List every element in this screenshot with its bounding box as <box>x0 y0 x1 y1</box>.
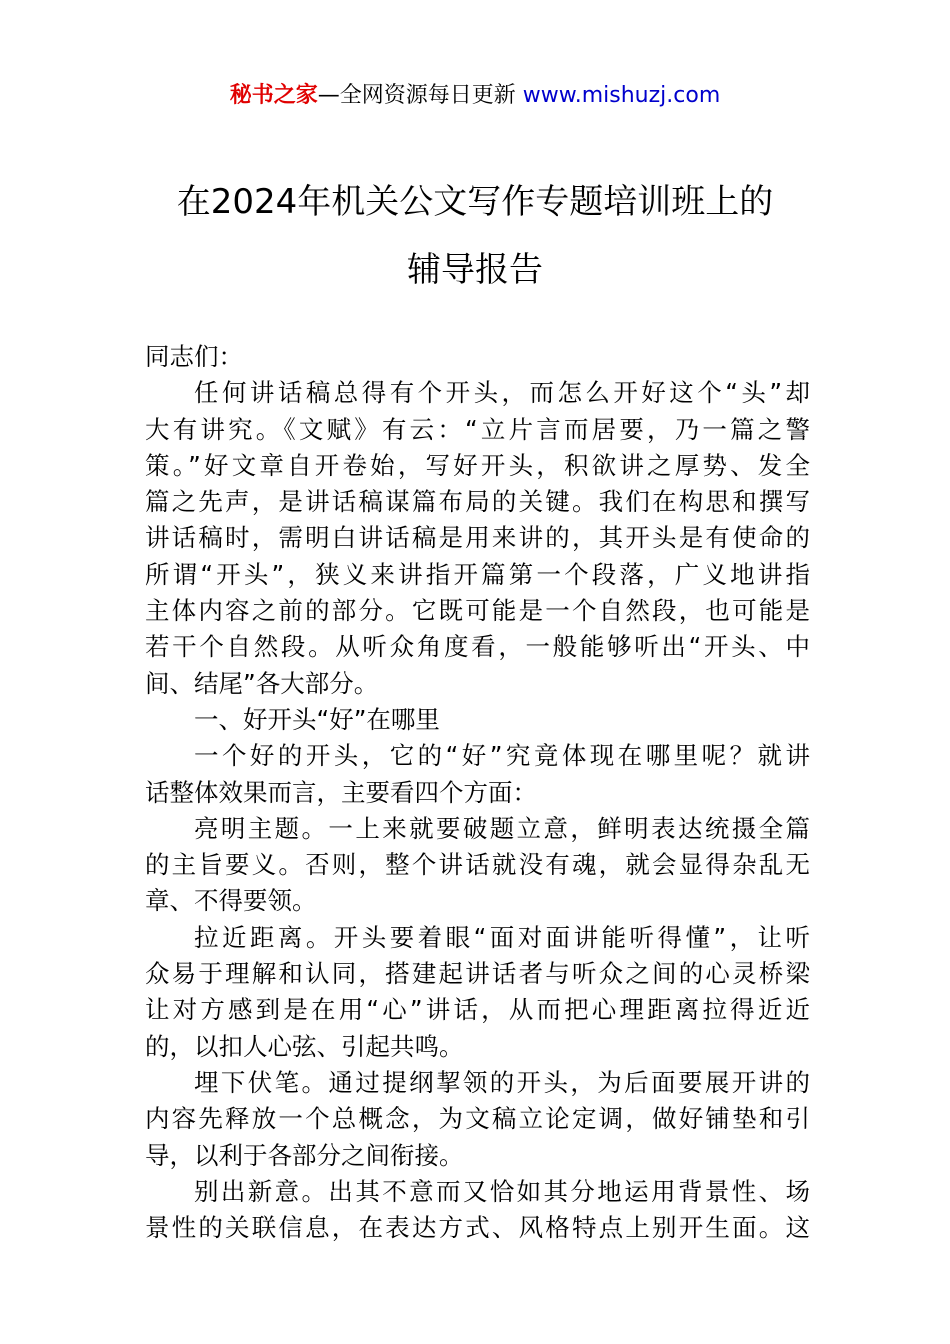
body-text-line: 让对方感到是在用“心”讲话，从而把心理距离拉得近近 <box>145 995 810 1025</box>
document-title-line-1: 在2024年机关公文写作专题培训班上的 <box>176 182 774 222</box>
body-text-line: 间、结尾”各大部分。 <box>145 668 379 698</box>
body-text-line: 主体内容之前的部分。它既可能是一个自然段，也可能是 <box>145 596 810 626</box>
body-text-line: 大有讲究。《文赋》有云：“立片言而居要，乃一篇之警 <box>145 414 810 444</box>
body-text-line: 章、不得要领。 <box>145 886 317 916</box>
site-url-link[interactable]: www.mishuzj.com <box>522 83 721 108</box>
body-text-line: 导，以利于各部分之间衔接。 <box>145 1140 464 1170</box>
body-text-line: 别出新意。出其不意而又恰如其分地运用背景性、场 <box>194 1176 810 1206</box>
body-text-line: 内容先释放一个总概念，为文稿立论定调，做好铺垫和引 <box>145 1104 810 1134</box>
body-text-line: 讲话稿时，需明白讲话稿是用来讲的，其开头是有使命的 <box>145 523 810 553</box>
body-text-line: 话整体效果而言，主要看四个方面： <box>145 777 537 807</box>
body-text-line: 篇之先声，是讲话稿谋篇布局的关键。我们在构思和撰写 <box>145 487 810 517</box>
body-text-line: 景性的关联信息，在表达方式、风格特点上别开生面。这 <box>145 1213 810 1243</box>
body-text-line: 一、好开头“好”在哪里 <box>194 704 440 734</box>
body-text-line: 一个好的开头，它的“好”究竟体现在哪里呢？就讲 <box>194 741 810 771</box>
body-text-line: 的主旨要义。否则，整个讲话就没有魂，就会显得杂乱无 <box>145 850 810 880</box>
body-text-line: 策。”好文章自开卷始，写好开头，积欲讲之厚势、发全 <box>145 450 810 480</box>
site-brand: 秘书之家 <box>229 83 318 108</box>
site-header <box>0 80 950 112</box>
body-text-line: 亮明主题。一上来就要破题立意，鲜明表达统摄全篇 <box>194 813 810 843</box>
body-text-line: 埋下伏笔。通过提纲挈领的开头，为后面要展开讲的 <box>194 1067 810 1097</box>
body-text-line: 的，以扣人心弦、引起共鸣。 <box>145 1031 464 1061</box>
document-body <box>145 339 810 1246</box>
body-text-line: 任何讲话稿总得有个开头，而怎么开好这个“头”却 <box>194 378 810 408</box>
site-tagline: 全网资源每日更新 <box>339 83 516 108</box>
body-text-line: 同志们： <box>145 342 243 371</box>
body-text-line: 拉近距离。开头要着眼“面对面讲能听得懂”，让听 <box>194 922 810 952</box>
body-text-line: 众易于理解和认同，搭建起讲话者与听众之间的心灵桥梁 <box>145 959 810 989</box>
header-dash: — <box>317 83 340 108</box>
body-text-line: 若干个自然段。从听众角度看，一般能够听出“开头、中 <box>145 632 810 662</box>
document-title-line-2: 辅导报告 <box>407 250 543 290</box>
body-text-line: 所谓“开头”，狭义来讲指开篇第一个段落，广义地讲指 <box>145 559 810 589</box>
